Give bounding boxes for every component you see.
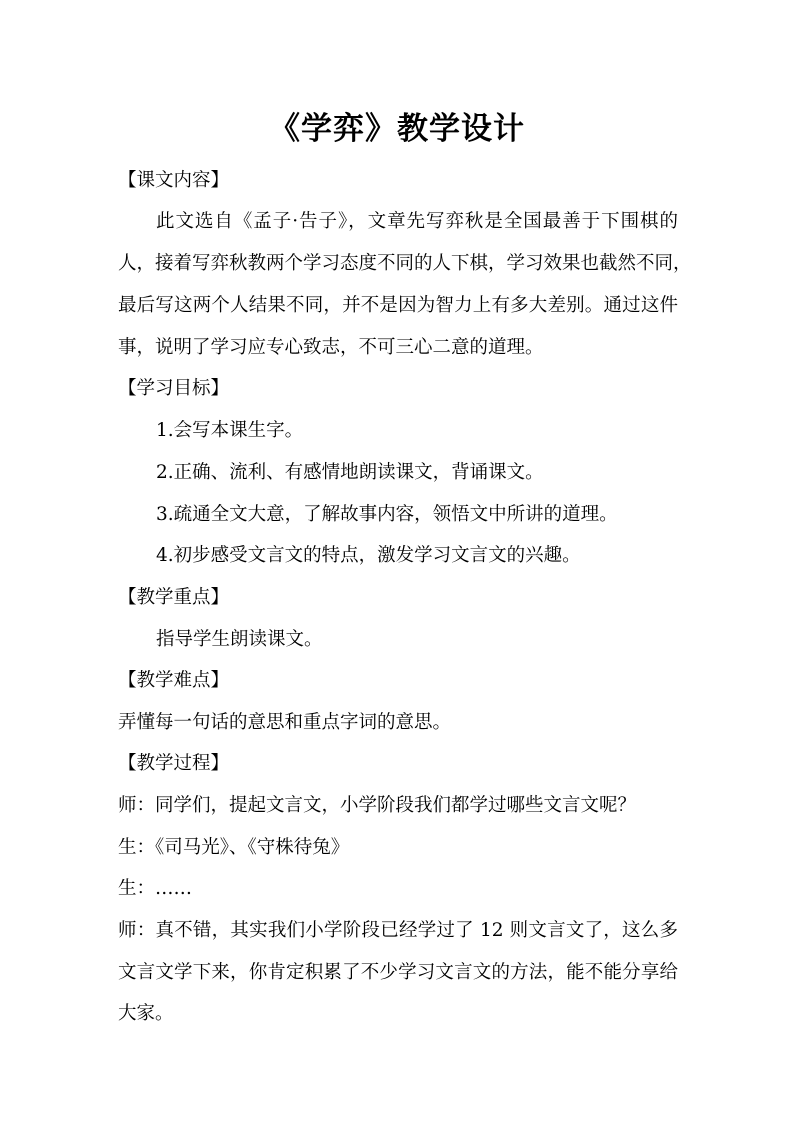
goal-item: 1.会写本课生字。 xyxy=(156,420,304,441)
section-heading-process: 【教学过程】 xyxy=(118,753,230,774)
content-paragraph-line: 最后写这两个人结果不同，并不是因为智力上有多大差别。通过这件 xyxy=(118,295,678,316)
dialogue-line: 师：真不错，其实我们小学阶段已经学过了 12 则文言文了，这么多 xyxy=(118,920,678,941)
content-paragraph-line: 人，接着写弈秋教两个学习态度不同的人下棋，学习效果也截然不同， xyxy=(118,253,692,274)
key-points-text: 指导学生朗读课文。 xyxy=(156,629,323,650)
section-heading-difficulties: 【教学难点】 xyxy=(118,670,230,691)
goal-item: 2.正确、流利、有感情地朗读课文，背诵课文。 xyxy=(156,462,544,483)
section-heading-goals: 【学习目标】 xyxy=(118,378,230,399)
content-paragraph-line: 事，说明了学习应专心致志，不可三心二意的道理。 xyxy=(118,337,544,358)
difficulties-text: 弄懂每一句话的意思和重点字词的意思。 xyxy=(118,712,452,733)
section-heading-content: 【课文内容】 xyxy=(118,170,230,191)
dialogue-line: 大家。 xyxy=(118,1003,174,1024)
section-heading-key-points: 【教学重点】 xyxy=(118,587,230,608)
dialogue-line: 生：《司马光》、《守株待兔》 xyxy=(118,837,350,858)
document-title: 《学弈》教学设计 xyxy=(269,111,525,147)
dialogue-line: 师：同学们，提起文言文，小学阶段我们都学过哪些文言文呢？ xyxy=(118,795,637,816)
goal-item: 3.疏通全文大意，了解故事内容，领悟文中所讲的道理。 xyxy=(156,504,618,525)
dialogue-line: 生：…… xyxy=(118,878,193,899)
content-paragraph-line: 此文选自《孟子·告子》，文章先写弈秋是全国最善于下围棋的 xyxy=(156,211,678,232)
dialogue-line: 文言文学下来，你肯定积累了不少学习文言文的方法，能不能分享给 xyxy=(118,962,678,983)
goal-item: 4.初步感受文言文的特点，激发学习文言文的兴趣。 xyxy=(156,545,581,566)
